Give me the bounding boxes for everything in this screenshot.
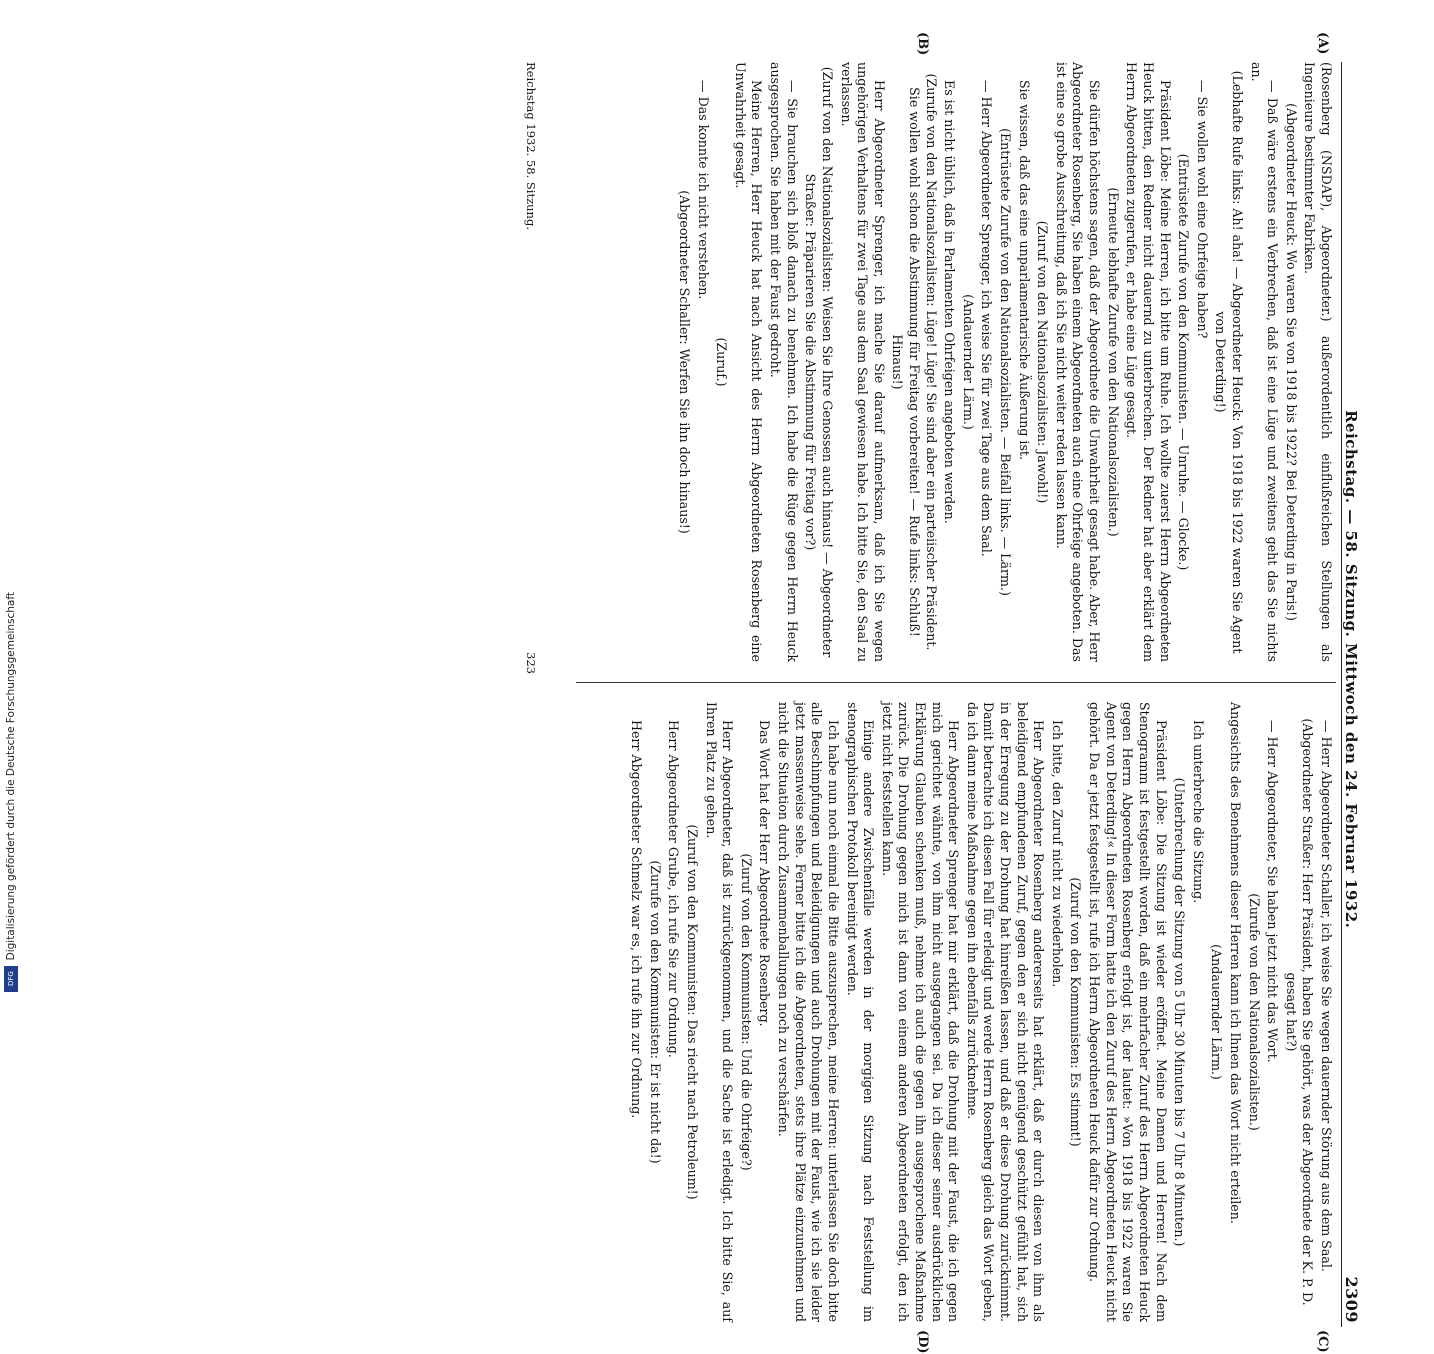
paragraph: (Zuruf von den Kommunisten: Und die Ohrfeige?) [738, 853, 754, 1171]
paragraph: (Abgeordneter Straßer: Herr Präsident, haben Sie gehört, was der Abgeordnete der K. P. D. gesagt hat?) [1283, 718, 1316, 1306]
page-title: Reichstag. — 58. Sitzung. Mittwoch den 24. Februar 1932. [1342, 410, 1360, 929]
digitization-note-text: Digitalisierung gefördert durch die Deutsche Forschungsgemeinschaft [5, 591, 17, 960]
paragraph: (Entrüstete Zurufe von den Kommunisten. — Unruhe. — Glocke.) [1176, 153, 1192, 571]
paragraph: Sie wissen, daß das eine unparlamentarische Äußerung ist. [1016, 80, 1032, 460]
paragraph: Das Wort hat der Herr Abgeordnete Rosenberg. [757, 720, 773, 1027]
paragraph: (Zuruf von den Kommunisten: Das riecht nach Petroleum!) [685, 824, 701, 1200]
right-column [626, 702, 1334, 1322]
paragraph: (Entrüstete Zurufe von den Nationalsozialisten. — Beifall links. — Lärm.) [998, 128, 1014, 596]
paragraph: (Lebhafte Rufe links: Ah! aha! — Abgeordneter Heuck: Von 1918 bis 1922 waren Sie Agent von Deterding!) [1213, 70, 1245, 654]
paragraph: — Sie wollen wohl eine Ohrfeige haben? [1194, 80, 1210, 339]
margin-marker-a: (A) [1315, 32, 1330, 55]
margin-marker-c: (C) [1315, 1330, 1330, 1353]
paragraph: — Herr Abgeordneter Schaller, ich weise Sie wegen dauernder Störung aus dem Saal. [1319, 720, 1334, 1272]
document-page [105, 32, 1370, 1354]
paragraph: Präsident Löbe: Die Sitzung ist wieder eröffnet. Meine Damen und Herren! Nach dem Stenogramm ist festgestellt worden, daß ein mehrfacher Zuruf des Herrn Abgeordneten Heuck gegen Herrn Abgeordneten Rosenberg erfolgt ist, der lautet: »Von 1918 bis 1922 waren Sie Agent von Deterding!« In dieser Form hatte ich den Zuruf des Herrn Abgeordneten Heuck nicht gehört. Da er jetzt festgestellt ist, rufe ich Herrn Abgeordneten Heuck dafür zur Ordnung. [1087, 702, 1169, 1322]
paragraph: Sie dürfen höchstens sagen, daß der Abgeordnete die Unwahrheit gesagt habe. Aber, Herr Abgeordneter Rosenberg, Sie haben einem Abgeordneten auch eine Ohrfeige angeboten. Das ist eine so grobe Ausschreitung, daß ich Sie nicht weiter reden lassen kann. [1053, 62, 1103, 662]
paragraph: (Zurufe von den Kommunisten: Er ist nicht da!) [647, 860, 663, 1164]
paragraph: Ich habe nun noch einmal die Bitte auszusprechen, meine Herren: unterlassen Sie doch bitte alle Beschimpfungen und Beleidigungen und auch Drohungen mit der Faust, wie ich sie leider jetzt massenweise sehe. Ferner bitte ich die Abgeordneten, stets ihre Plätze einzunehmen und nicht die Situation durch Zusammenballungen noch zu verschärfen. [776, 702, 841, 1322]
paragraph: — Daß wäre erstens ein Verbrechen, daß ist eine Lüge und zweitens geht das Sie nichts an. [1248, 62, 1281, 662]
page-number: 2309 [1342, 1276, 1361, 1323]
paragraph: Ich bitte, den Zuruf nicht zu wiederholen. [1049, 720, 1065, 988]
paragraph: (Zurufe von den Nationalsozialisten.) [1246, 893, 1262, 1131]
paragraph: Herr Abgeordneter Schmelz war es, ich rufe ihn zur Ordnung. [629, 720, 645, 1119]
paragraph: Angesichts des Benehmens dieser Herren kann ich Ihnen das Wort nicht erteilen. [1227, 702, 1243, 1224]
paragraph: (Zuruf von den Nationalsozialisten: Jawohl!) [1035, 220, 1051, 504]
paragraph: Präsident Löbe: Meine Herren, ich bitte um Ruhe. Ich wollte zuerst Herrn Abgeordneten Heuck bitten, den Redner nicht dauernd zu unterbrechen. Der Redner hat aber erklärt dem Herrn Abgeordneten zugerufen, er habe eine Lüge gesagt. [1124, 62, 1173, 662]
paragraph: — Herr Abgeordneter Sprenger, ich weise Sie für zwei Tage aus dem Saal. [979, 80, 995, 557]
paragraph: — Sie brauchen sich bloß danach zu benehmen. Ich habe die Rüge gegen Herrn Heuck ausgesprochen. Sie haben mit der Faust gedroht. [768, 62, 800, 662]
paragraph: (Zurufe von den Nationalsozialisten: Lüge! Lüge! Sie sind aber ein parteiischer Präsident. Sie wollen wohl schon die Abstimmung für Freitag vorbereiten! — Rufe links: Schluß! Hinaus!) [890, 73, 939, 651]
paragraph: Herr Abgeordneter Grube, ich rufe Sie zur Ordnung. [666, 720, 682, 1058]
left-column [673, 62, 1334, 662]
paragraph: Einige andere Zwischenfälle werden in der morgigen Sitzung nach Feststellung im stenographischen Protokoll bereinigt werden. [844, 702, 877, 1322]
paragraph: (Unterbrechung der Sitzung von 5 Uhr 30 Minuten bis 7 Uhr 8 Minuten.) [1172, 777, 1188, 1247]
dfg-logo: DFG [4, 966, 18, 992]
paragraph: (Abgeordneter Schaller: Werfen Sie ihn doch hinaus!) [677, 190, 693, 534]
paragraph: (Abgeordneter Heuck: Wo waren Sie von 1918 bis 1922? Bei Deterding in Paris!) [1283, 103, 1299, 621]
paragraph: (Erneute lebhafte Zurufe von den Nationalsozialisten.) [1105, 187, 1121, 537]
paragraph: — Herr Abgeordneter, Sie haben jetzt nicht das Wort. [1265, 720, 1281, 1063]
paragraph: Herr Abgeordneter Sprenger, ich mache Sie darauf aufmerksam, daß ich Sie wegen ungehörigen Verhaltens für zwei Tage aus dem Saal gewiesen habe. Ich bitte Sie, den Saal zu verlassen. [838, 62, 887, 662]
paragraph: (Andauernder Lärm.) [960, 294, 976, 430]
paragraph: Es ist nicht üblich, daß in Parlamenten Ohrfeigen angeboten werden. [942, 80, 958, 524]
footer-session: Reichstag 1932. 58. Sitzung. [524, 62, 538, 230]
paragraph: Herr Abgeordneter Rosenberg andererseits hat erklärt, daß er durch diesen von ihm als beleidigend empfundenen Zuruf, gegen den er sich nicht genügend geschützt gefühlt hat, sich in der Erregung zu der Drohung hat hinreißen lassen, und daß er diese Drohung zurücknimmt. Damit betrachte ich diesen Fall für erledigt und werde Herrn Rosenberg gleich das Wort geben, da ich dann meine Maßnahme gegen ihn ebenfalls zurücknehme. [964, 702, 1047, 1322]
paragraph: Meine Herren, Herr Heuck hat nach Ansicht des Herrn Abgeordneten Rosenberg eine Unwahrheit gesagt. [732, 62, 765, 662]
margin-marker-b: (B) [915, 32, 930, 56]
paragraph: — Das konnte ich nicht verstehen. [695, 80, 711, 300]
paragraph: (Zuruf.) [714, 337, 730, 387]
digitization-note [0, 0, 22, 1000]
footer-page-number: 323 [524, 652, 538, 674]
paragraph: (Zuruf von den Kommunisten: Es stimmt!) [1068, 877, 1084, 1147]
page-header [1341, 62, 1370, 1327]
margin-marker-d: (D) [915, 1330, 930, 1354]
paragraph: (Zuruf von den Nationalsozialisten: Weisen Sie Ihre Genossen auch hinaus! — Abgeordneter Straßer: Präparieren Sie die Abstimmung für Freitag vor?) [803, 66, 835, 658]
paragraph: (Rosenberg (NSDAP), Abgeordneter.) außerordentlich einflußreichen Stellungen als Ingenieure bestimmter Fabriken. [1302, 62, 1334, 662]
paragraph: Herr Abgeordneter Sprenger hat mir erklärt, daß die Drohung mit der Faust, die ich gegen mich gerichtet wähnte, von ihm nicht ausgegangen sei. Da ich dieser seiner ausdrücklichen Erklärung Glauben schenken muß, nehme ich auch die gegen ihn ausgesprochene Maßnahme zurück. Die Drohung gegen mich ist dann von einem anderen Abgeordneten erfolgt, den ich jetzt nicht feststellen kann. [879, 702, 962, 1322]
paragraph: Ich unterbreche die Sitzung. [1190, 720, 1206, 904]
paragraph: Herr Abgeordneter, daß ist zurückgenommen, und die Sache ist erledigt. Ich bitte Sie, auf Ihren Platz zu gehen. [703, 702, 736, 1322]
column-divider [576, 682, 1336, 683]
paragraph: (Andauernder Lärm.) [1209, 944, 1225, 1080]
